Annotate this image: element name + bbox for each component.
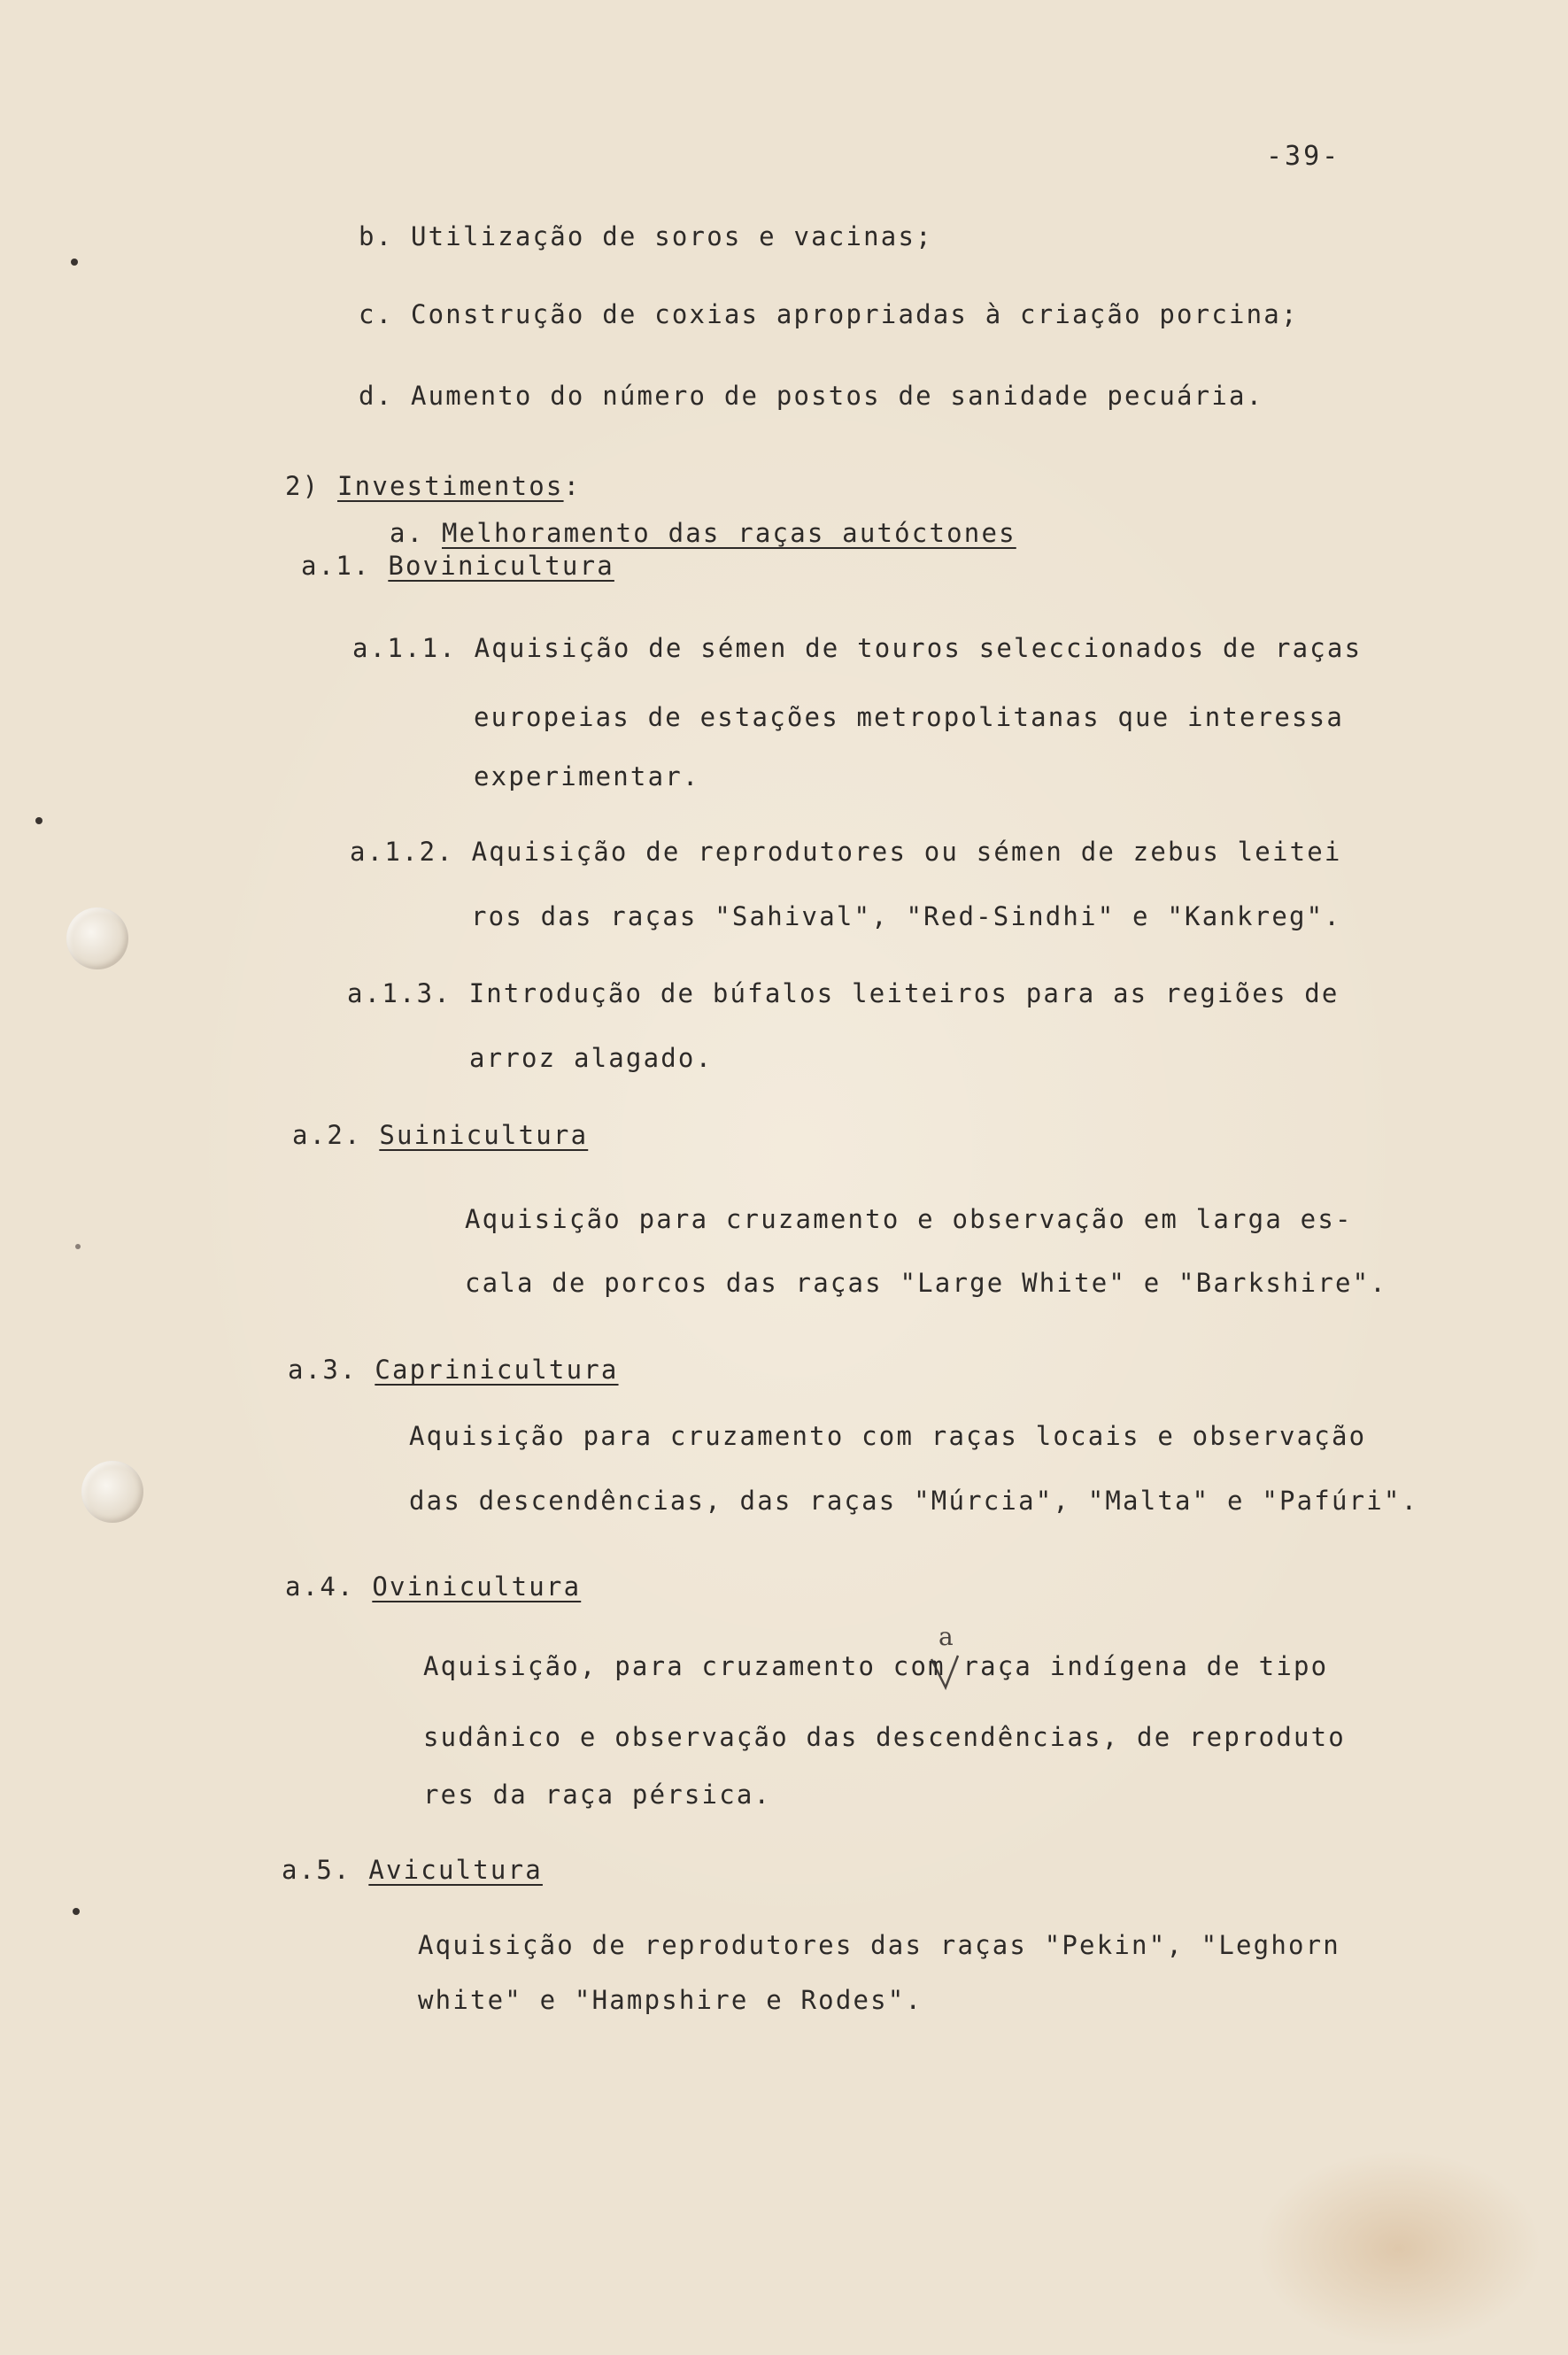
a13-line-2: arroz alagado.: [469, 1043, 714, 1073]
embossed-seal-icon: [81, 1461, 143, 1523]
margin-speck: [73, 1908, 80, 1915]
a3-line-2: das descendências, das raças "Múrcia", "Malta" e "Pafúri".: [409, 1486, 1419, 1516]
a3-line-1: Aquisição para cruzamento com raças locais e observação: [409, 1421, 1367, 1451]
handwritten-insert: a: [938, 1622, 955, 1651]
a5-title: Avicultura: [368, 1855, 543, 1885]
a4-line-1: Aquisição, para cruzamento com raça indígena de tipo: [423, 1651, 1329, 1681]
a1-title: Bovinicultura: [388, 551, 614, 581]
a11-line-2: europeias de estações metropolitanas que interessa: [474, 702, 1344, 732]
a4-heading: [285, 1571, 581, 1602]
a12-line-2: ros das raças "Sahival", "Red-Sindhi" e "Kankreg".: [471, 901, 1341, 931]
a3-heading: [288, 1355, 619, 1385]
a2-heading: [292, 1120, 588, 1150]
subsection-prefix: a.: [390, 518, 425, 548]
a4-line-2: sudânico e observação das descendências, de reproduto: [423, 1722, 1346, 1752]
a4-title: Ovinicultura: [372, 1571, 582, 1602]
a2-title: Suinicultura: [379, 1120, 589, 1150]
margin-speck: [71, 259, 78, 266]
a2-prefix: a.2.: [292, 1120, 362, 1150]
a5-line-1: Aquisição de reprodutores das raças "Pekin", "Leghorn: [418, 1930, 1340, 1960]
a3-title: Caprinicultura: [375, 1355, 619, 1385]
a4-line-3: res da raça pérsica.: [423, 1780, 772, 1810]
a12-line-1: a.1.2. Aquisição de reprodutores ou sémen de zebus leitei: [350, 837, 1342, 867]
section-title: Investimentos: [337, 471, 564, 501]
a5-line-2: white" e "Hampshire e Rodes".: [418, 1985, 923, 2015]
a1-prefix: a.1.: [301, 551, 371, 581]
a2-line-1: Aquisição para cruzamento e observação em larga es-: [465, 1204, 1353, 1234]
a5-prefix: a.5.: [282, 1855, 351, 1885]
section-colon: :: [563, 471, 582, 501]
page-number: -39-: [1266, 141, 1341, 172]
subsection-a-heading: [390, 518, 1016, 548]
section-2-heading: [285, 471, 581, 501]
item-d: d. Aumento do número de postos de sanidade pecuária.: [359, 381, 1264, 411]
a11-line-1: a.1.1. Aquisição de sémen de touros seleccionados de raças: [352, 633, 1363, 663]
subsection-title: Melhoramento das raças autóctones: [442, 518, 1016, 548]
section-number: 2): [285, 471, 321, 501]
margin-speck: [75, 1244, 81, 1249]
item-b: b. Utilização de soros e vacinas;: [359, 221, 933, 251]
margin-speck: [35, 817, 42, 824]
item-c: c. Construção de coxias apropriadas à criação porcina;: [359, 299, 1299, 329]
a3-prefix: a.3.: [288, 1355, 358, 1385]
a5-heading: [282, 1855, 543, 1885]
a1-heading: [301, 551, 614, 581]
a13-line-1: a.1.3. Introdução de búfalos leiteiros para as regiões de: [347, 978, 1340, 1008]
a2-line-2: cala de porcos das raças "Large White" e "Barkshire".: [465, 1268, 1387, 1298]
embossed-seal-icon: [66, 907, 128, 969]
a4-prefix: a.4.: [285, 1571, 355, 1602]
a11-line-3: experimentar.: [474, 761, 700, 791]
